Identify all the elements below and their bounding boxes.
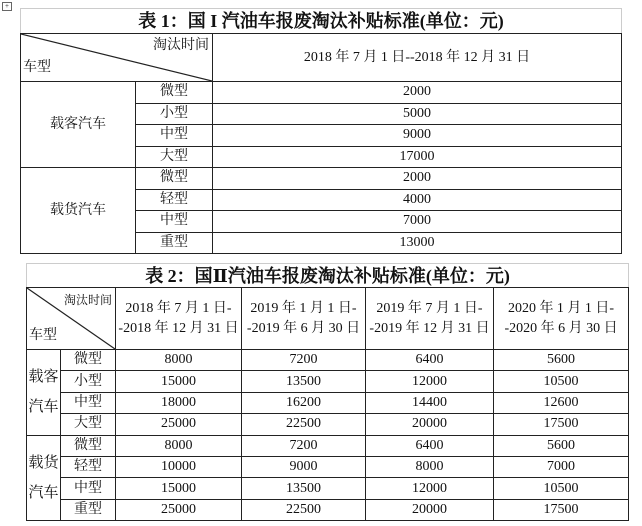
table-row [27,392,629,413]
vehicle-size: 轻型 [61,456,116,477]
vehicle-size: 重型 [61,499,116,520]
subsidy-value: 7200 [242,350,366,371]
subsidy-value: 12000 [366,478,494,499]
vehicle-category: 载货汽车 [21,168,136,254]
subsidy-value: 4000 [213,189,622,211]
subsidy-value: 2000 [213,82,622,104]
subsidy-value: 13000 [213,232,622,254]
header-type-label: 车型 [29,328,57,343]
table-row [27,478,629,499]
vehicle-size: 小型 [136,103,213,125]
subsidy-value: 18000 [116,392,242,413]
subsidy-value: 10000 [116,456,242,477]
subsidy-value: 12000 [366,371,494,392]
subsidy-value: 25000 [116,414,242,435]
subsidy-value: 17500 [494,414,629,435]
subsidy-value: 6400 [366,435,494,456]
subsidy-value: 7000 [494,456,629,477]
subsidy-value: 25000 [116,499,242,520]
table-row [27,350,629,371]
table-row [27,499,629,520]
subsidy-value: 15000 [116,478,242,499]
subsidy-value: 20000 [366,414,494,435]
period-header: 2019 年 1 月 1 日--2019 年 6 月 30 日 [242,288,366,350]
table-move-handle[interactable]: + [2,2,12,11]
table-row [27,435,629,456]
table-1-title: 表 1：国 I 汽油车报废淘汰补贴标准(单位：元) [21,9,622,34]
subsidy-value: 7200 [242,435,366,456]
vehicle-size: 大型 [136,146,213,168]
subsidy-value: 16200 [242,392,366,413]
vehicle-size: 中型 [61,478,116,499]
vehicle-size: 微型 [136,82,213,104]
subsidy-value: 8000 [116,435,242,456]
vehicle-size: 中型 [136,211,213,233]
subsidy-value: 12600 [494,392,629,413]
vehicle-size: 微型 [136,168,213,190]
subsidy-value: 10500 [494,478,629,499]
header-time-label: 淘汰时间 [153,38,209,53]
header-time-label: 淘汰时间 [63,293,112,307]
subsidy-value: 17000 [213,146,622,168]
table-1-corner-header [21,34,213,82]
subsidy-value: 10500 [494,371,629,392]
subsidy-value: 14400 [366,392,494,413]
table-1 [20,8,622,254]
subsidy-value: 9000 [242,456,366,477]
period-header: 2020 年 1 月 1 日--2020 年 6 月 30 日 [494,288,629,350]
vehicle-size: 大型 [61,414,116,435]
subsidy-value: 7000 [213,211,622,233]
subsidy-value: 13500 [242,371,366,392]
subsidy-value: 15000 [116,371,242,392]
vehicle-size: 中型 [136,125,213,147]
subsidy-value: 9000 [213,125,622,147]
table-row [21,82,622,104]
period-header: 2019 年 7 月 1 日--2019 年 12 月 31 日 [366,288,494,350]
table-row [27,371,629,392]
vehicle-size: 轻型 [136,189,213,211]
vehicle-size: 小型 [61,371,116,392]
subsidy-value: 20000 [366,499,494,520]
table-2-corner-header [27,288,116,350]
subsidy-value: 17500 [494,499,629,520]
subsidy-value: 6400 [366,350,494,371]
table-2 [26,263,629,521]
subsidy-value: 13500 [242,478,366,499]
table-row [27,456,629,477]
period-header: 2018 年 7 月 1 日--2018 年 12 月 31 日 [116,288,242,350]
subsidy-value: 22500 [242,414,366,435]
table-row [27,414,629,435]
subsidy-value: 5600 [494,350,629,371]
vehicle-size: 中型 [61,392,116,413]
vehicle-category: 载货汽车 [27,435,61,521]
subsidy-value: 8000 [116,350,242,371]
vehicle-category: 载客汽车 [21,82,136,168]
subsidy-value: 5600 [494,435,629,456]
vehicle-size: 微型 [61,435,116,456]
vehicle-size: 重型 [136,232,213,254]
header-type-label: 车型 [23,60,51,75]
subsidy-value: 8000 [366,456,494,477]
vehicle-size: 微型 [61,350,116,371]
subsidy-value: 22500 [242,499,366,520]
table-2-title: 表 2：国Ⅱ汽油车报废淘汰补贴标准(单位：元) [27,264,629,288]
table-row [21,168,622,190]
subsidy-value: 5000 [213,103,622,125]
vehicle-category: 载客汽车 [27,350,61,436]
subsidy-value: 2000 [213,168,622,190]
period-header: 2018 年 7 月 1 日--2018 年 12 月 31 日 [213,34,622,82]
